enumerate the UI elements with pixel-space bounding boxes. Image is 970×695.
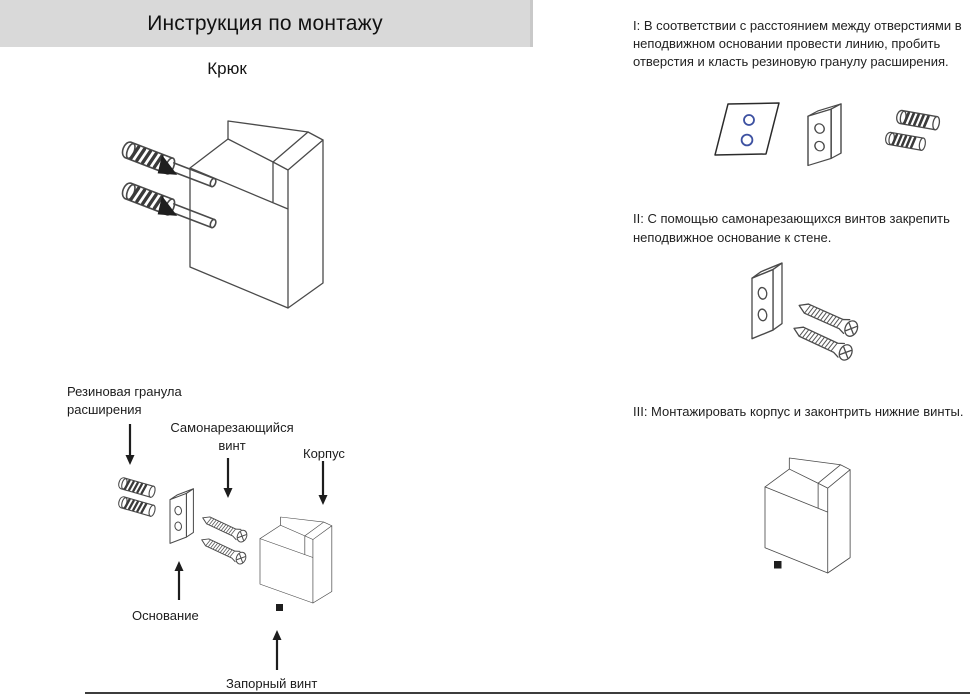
label-arrow bbox=[175, 561, 184, 600]
step3-locking-screw bbox=[774, 561, 782, 569]
exploded-base-plate bbox=[170, 489, 193, 544]
label-base: Основание bbox=[132, 608, 199, 623]
step-3-text: III: Монтажировать корпус и законтрить нижние винты. bbox=[633, 404, 964, 419]
step2-base-plate bbox=[752, 263, 782, 339]
step3-hook-body bbox=[765, 458, 850, 573]
page-title: Инструкция по монтажу bbox=[147, 11, 383, 35]
label-body: Корпус bbox=[303, 446, 345, 461]
step1-base-plate bbox=[808, 104, 841, 166]
exploded-screw-icon bbox=[199, 512, 249, 565]
label-arrow bbox=[224, 458, 233, 498]
step-3-illustration bbox=[765, 458, 850, 573]
label-arrow bbox=[319, 461, 328, 505]
product-name: Крюк bbox=[207, 59, 247, 78]
step1-wall-plug-icon bbox=[885, 110, 941, 151]
label-arrow bbox=[126, 424, 135, 465]
main-hook-drawing bbox=[119, 121, 323, 308]
label-expansion-plug: Резиновая гранула расширения bbox=[67, 384, 182, 417]
label-arrow bbox=[273, 630, 282, 670]
label-self-tapping-screw: Самонарезающийся винт bbox=[170, 420, 294, 453]
step-1-illustration bbox=[715, 103, 940, 165]
exploded-locking-screw bbox=[276, 604, 283, 611]
label-locking-screw: Запорный винт bbox=[226, 676, 318, 691]
exploded-hook-body bbox=[260, 517, 332, 603]
step-2-illustration bbox=[752, 263, 860, 362]
step-1-text: I: В соответствии с расстоянием между отверстиями в неподвижном основании провести линию, пробить отверстия и класть резиновую гранулу расширения. bbox=[633, 18, 962, 69]
exploded-wall-plug-icon bbox=[117, 477, 156, 517]
exploded-view bbox=[117, 424, 331, 670]
step2-screw-icon bbox=[791, 298, 860, 362]
page-bottom-rule bbox=[85, 692, 970, 694]
step-2-text: II: С помощью самонарезающихся винтов закрепить неподвижное основание к стене. bbox=[633, 211, 950, 245]
marking-template bbox=[715, 103, 779, 155]
